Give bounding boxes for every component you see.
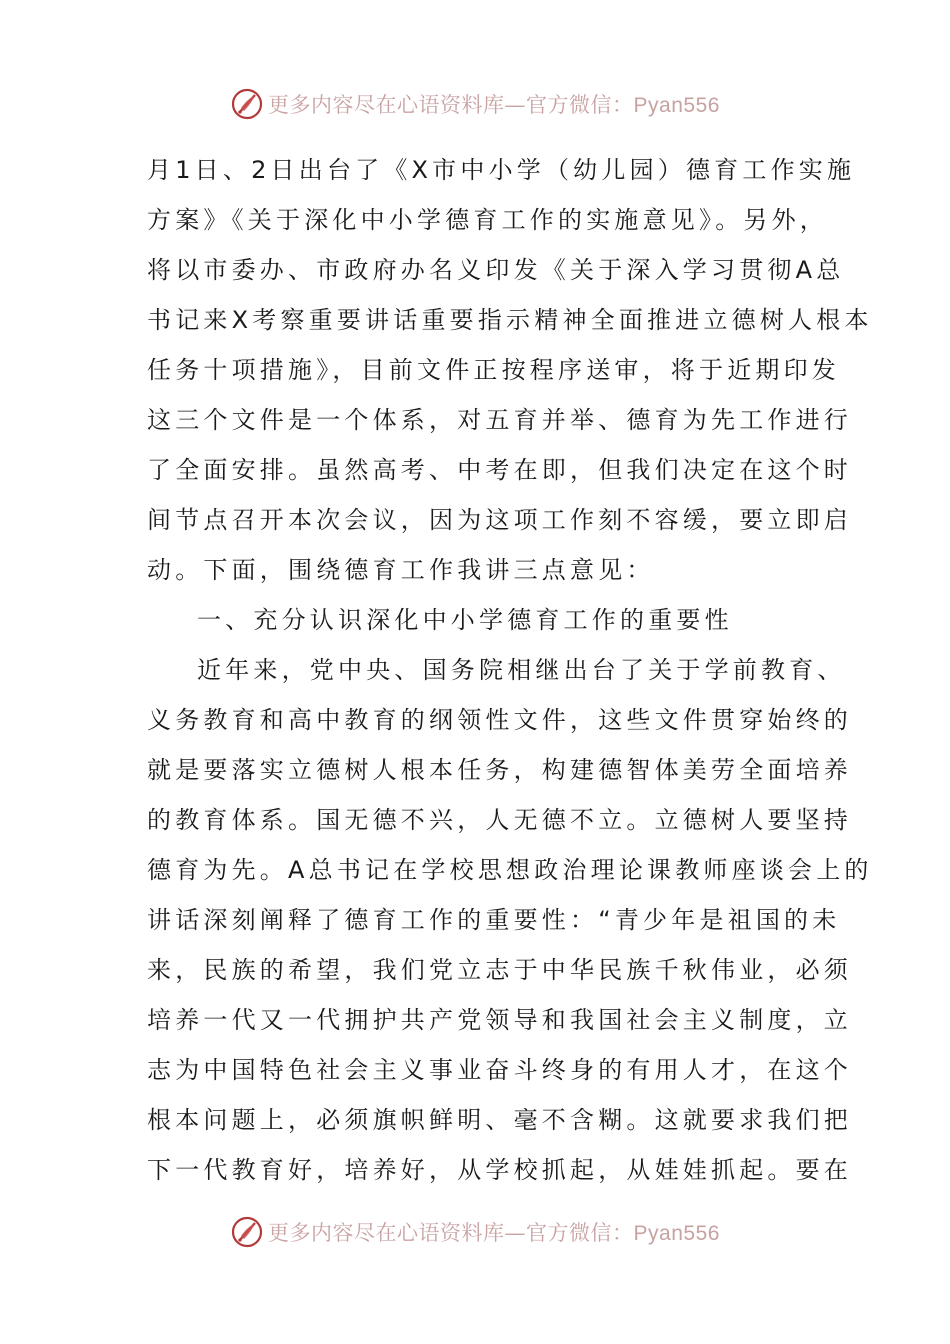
body-line: 根本问题上，必须旗帜鲜明、毫不含糊。这就要求我们把	[147, 1106, 852, 1134]
footer-watermark-banner	[0, 1210, 950, 1254]
header-wechat-id: Pyan556	[633, 94, 720, 117]
header-watermark-banner	[0, 82, 950, 126]
body-line: 近年来，党中央、国务院相继出台了关于学前教育、	[197, 656, 846, 684]
body-line: 义务教育和高中教育的纲领性文件，这些文件贯穿始终的	[147, 706, 852, 734]
quill-logo-icon	[230, 1215, 264, 1249]
footer-wechat-id: Pyan556	[633, 1222, 720, 1245]
body-line: 月1日、2日出台了《X市中小学（幼儿园）德育工作实施	[147, 156, 856, 184]
body-line: 志为中国特色社会主义事业奋斗终身的有用人才，在这个	[147, 1056, 852, 1084]
body-line: 动。下面，围绕德育工作我讲三点意见：	[147, 556, 655, 584]
section-heading: 一、充分认识深化中小学德育工作的重要性	[197, 606, 733, 634]
body-line: 德育为先。A总书记在学校思想政治理论课教师座谈会上的	[147, 856, 873, 884]
quill-logo-icon	[230, 87, 264, 121]
body-line: 方案》《关于深化中小学德育工作的实施意见》。另外，	[147, 206, 828, 234]
body-line: 来，民族的希望，我们党立志于中华民族千秋伟业，必须	[147, 956, 852, 984]
body-line: 将以市委办、市政府办名义印发《关于深入学习贯彻A总	[147, 256, 845, 284]
body-line: 书记来X考察重要讲话重要指示精神全面推进立德树人根本	[147, 306, 873, 334]
body-line: 讲话深刻阐释了德育工作的重要性：“青少年是祖国的未	[147, 906, 841, 934]
body-line: 就是要落实立德树人根本任务，构建德智体美劳全面培养	[147, 756, 852, 784]
body-line: 这三个文件是一个体系，对五育并举、德育为先工作进行	[147, 406, 852, 434]
body-line: 间节点召开本次会议，因为这项工作刻不容缓，要立即启	[147, 506, 852, 534]
body-line: 培养一代又一代拥护共产党领导和我国社会主义制度，立	[147, 1006, 852, 1034]
body-line: 了全面安排。虽然高考、中考在即，但我们决定在这个时	[147, 456, 852, 484]
body-line: 任务十项措施》，目前文件正按程序送审，将于近期印发	[147, 356, 840, 384]
header-watermark-text: 更多内容尽在心语资料库—官方微信：Pyan556	[268, 93, 720, 117]
document-body	[147, 145, 873, 1195]
body-line: 下一代教育好，培养好，从学校抓起，从娃娃抓起。要在	[147, 1156, 852, 1184]
body-line: 的教育体系。国无德不兴，人无德不立。立德树人要坚持	[147, 806, 852, 834]
footer-watermark-text: 更多内容尽在心语资料库—官方微信：Pyan556	[268, 1221, 720, 1245]
